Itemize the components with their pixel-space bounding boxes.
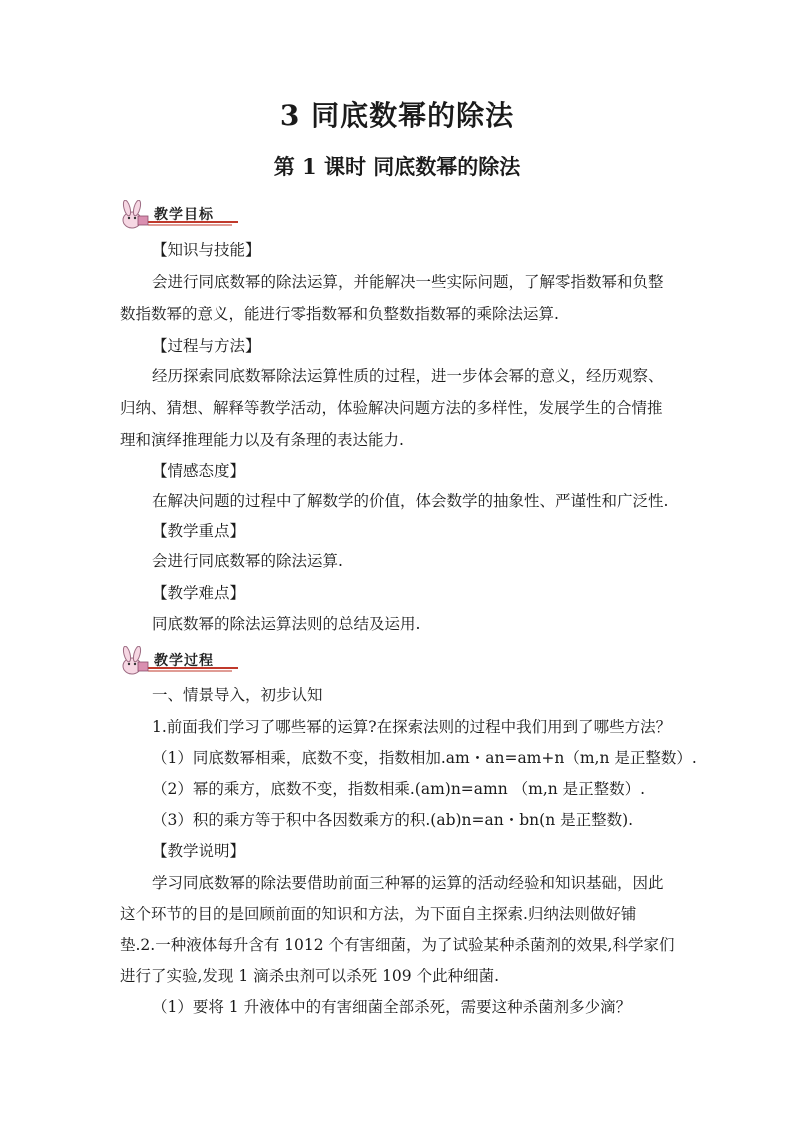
question-line: 1.前面我们学习了哪些幂的运算?在探索法则的过程中我们用到了哪些方法？ <box>152 718 672 736</box>
list-item: （3）积的乘方等于积中各因数乘方的积.(ab)n=an・bn(n 是正整数). <box>152 811 634 829</box>
paragraph-line: 经历探索同底数幂除法运算性质的过程，进一步体会幂的意义，经历观察、 <box>152 367 664 385</box>
section-banner-process <box>118 646 244 676</box>
paragraph-line: 归纳、猜想、解释等教学活动，体验解决问题方法的多样性，发展学生的合情推 <box>120 399 663 417</box>
paragraph-line: 会进行同底数幂的除法运算. <box>152 552 343 570</box>
paragraph-line: 同底数幂的除法运算法则的总结及运用. <box>152 615 421 633</box>
banner-label: 教学目标 <box>154 207 214 223</box>
heading-key-point: 【教学重点】 <box>152 522 246 540</box>
heading-process-method: 【过程与方法】 <box>152 337 261 355</box>
list-item: （1）同底数幂相乘，底数不变，指数相加.am・an=am+n（m,n 是正整数）. <box>152 749 697 767</box>
banner-label: 教学过程 <box>154 653 214 669</box>
heading-difficulty: 【教学难点】 <box>152 584 246 602</box>
list-item: （1）要将 1 升液体中的有害细菌全部杀死，需要这种杀菌剂多少滴？ <box>152 998 632 1016</box>
section-heading-intro: 一、情景导入，初步认知 <box>152 686 323 704</box>
lesson-subtitle: 第 1 课时 同底数幂的除法 <box>273 154 521 179</box>
paragraph-line: 在解决问题的过程中了解数学的价值，体会数学的抽象性、严谨性和广泛性. <box>152 492 669 510</box>
heading-teaching-note: 【教学说明】 <box>152 842 246 860</box>
paragraph-line: 学习同底数幂的除法要借助前面三种幂的运算的活动经验和知识基础，因此 <box>152 874 664 892</box>
paragraph-line: 这个环节的目的是回顾前面的知识和方法，为下面自主探索.归纳法则做好铺 <box>120 905 637 923</box>
paragraph-line: 数指数幂的意义，能进行零指数幂和负整数指数幂的乘除法运算. <box>120 305 559 323</box>
paragraph-line: 会进行同底数幂的除法运算，并能解决一些实际问题，了解零指数幂和负整 <box>152 273 664 291</box>
rabbit-mascot-icon <box>122 200 148 228</box>
rabbit-mascot-icon <box>122 646 148 674</box>
heading-emotion: 【情感态度】 <box>152 462 246 480</box>
paragraph-line: 进行了实验,发现 1 滴杀虫剂可以杀死 109 个此种细菌. <box>120 967 500 985</box>
page-title: 3 同底数幂的除法 <box>279 99 515 132</box>
paragraph-line: 垫.2.一种液体每升含有 1012 个有害细菌，为了试验某种杀菌剂的效果,科学家们 <box>120 936 675 954</box>
paragraph-line: 理和演绎推理能力以及有条理的表达能力. <box>120 431 404 449</box>
section-banner-goals <box>118 200 244 230</box>
heading-knowledge: 【知识与技能】 <box>152 241 261 259</box>
list-item: （2）幂的乘方，底数不变，指数相乘.(am)n=amn （m,n 是正整数）. <box>152 780 646 798</box>
